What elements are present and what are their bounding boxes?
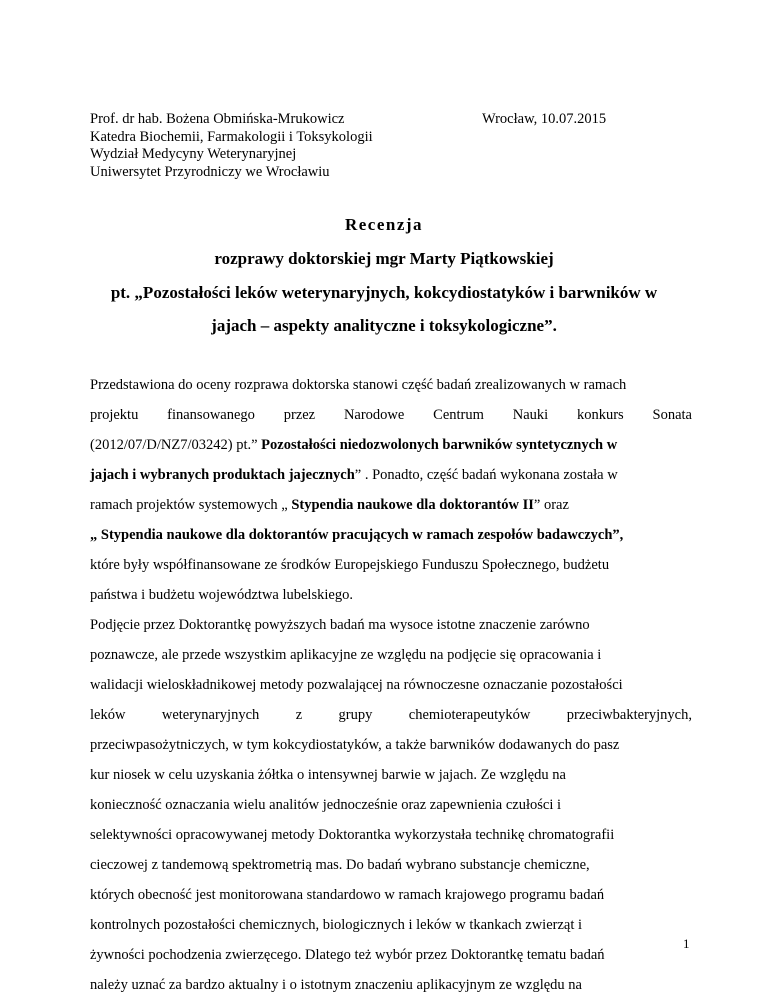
body-line-5: ramach projektów systemowych „ Stypendia naukowe dla doktorantów II” oraz bbox=[90, 497, 569, 513]
university: Uniwersytet Przyrodniczy we Wrocławiu bbox=[90, 163, 330, 180]
document-title: Recenzja bbox=[344, 215, 424, 234]
body-line-11: walidacji wieloskładnikowej metody pozwalającej na równoczesne oznaczanie pozostałości bbox=[90, 677, 623, 693]
subtitle-line-3: jajach – aspekty analityczne i toksykologiczne”. bbox=[211, 316, 557, 335]
body-line-3: (2012/07/D/NZ7/03242) pt.” Pozostałości niedozwolonych barwników syntetycznych w bbox=[90, 437, 618, 453]
body-line-16: selektywności opracowywanej metody Doktorantka wykorzystała technikę chromatografii bbox=[90, 827, 615, 843]
author-block bbox=[90, 111, 373, 181]
body-line-20: żywności pochodzenia zwierzęcego. Dlatego też wybór przez Doktorantkę tematu badań bbox=[90, 947, 605, 963]
body-line-4: jajach i wybranych produktach jajecznych” . Ponadto, część badań wykonana została w bbox=[90, 467, 618, 483]
body-line-17: cieczowej z tandemową spektrometrią mas. Do badań wybrano substancje chemiczne, bbox=[90, 857, 590, 873]
body-line-13: przeciwpasożytniczych, w tym kokcydiostatyków, a także barwników dodawanych do pasz bbox=[90, 737, 620, 753]
body-line-2: projektu finansowanego przez Narodowe Centrum Nauki konkurs Sonata bbox=[90, 407, 692, 423]
body-line-21: należy uznać za bardzo aktualny i o istotnym znaczeniu aplikacyjnym ze względu na bbox=[90, 977, 582, 993]
faculty: Wydział Medycyny Weterynaryjnej bbox=[90, 146, 297, 162]
department: Katedra Biochemii, Farmakologii i Toksykologii bbox=[90, 128, 373, 145]
body-text bbox=[90, 370, 692, 1000]
body-line-6: „ Stypendia naukowe dla doktorantów pracujących w ramach zespołów badawczych”, bbox=[90, 527, 624, 543]
author-name: Prof. dr hab. Bożena Obmińska-Mrukowicz bbox=[90, 111, 345, 127]
subtitle-line-1: rozprawy doktorskiej mgr Marty Piątkowskiej bbox=[214, 249, 554, 268]
page-number: 1 bbox=[683, 936, 690, 951]
subtitle-line-2: pt. „Pozostałości leków weterynaryjnych, kokcydiostatyków i barwników w bbox=[110, 283, 658, 302]
body-line-18: których obecność jest monitorowana standardowo w ramach krajowego programu badań bbox=[90, 887, 605, 903]
body-line-10: poznawcze, ale przede wszystkim aplikacyjne ze względu na podjęcie się opracowania i bbox=[90, 647, 602, 663]
body-line-8: państwa i budżetu województwa lubelskiego. bbox=[90, 587, 353, 603]
body-line-15: konieczność oznaczania wielu analitów jednocześnie oraz zapewnienia czułości i bbox=[90, 797, 562, 813]
body-line-12: leków weterynaryjnych z grupy chemioterapeutyków przeciwbakteryjnych, bbox=[90, 707, 692, 723]
body-line-7: które były współfinansowane ze środków Europejskiego Funduszu Społecznego, budżetu bbox=[90, 557, 610, 573]
place-date: Wrocław, 10.07.2015 bbox=[482, 111, 607, 127]
body-line-19: kontrolnych pozostałości chemicznych, biologicznych i leków w tkankach zwierząt i bbox=[90, 917, 583, 933]
body-line-14: kur niosek w celu uzyskania żółtka o intensywnej barwie w jajach. Ze względu na bbox=[90, 767, 566, 783]
body-line-9: Podjęcie przez Doktorantkę powyższych badań ma wysoce istotne znaczenie zarówno bbox=[90, 617, 590, 633]
body-line-1: Przedstawiona do oceny rozprawa doktorska stanowi część badań zrealizowanych w ramach bbox=[90, 377, 627, 393]
